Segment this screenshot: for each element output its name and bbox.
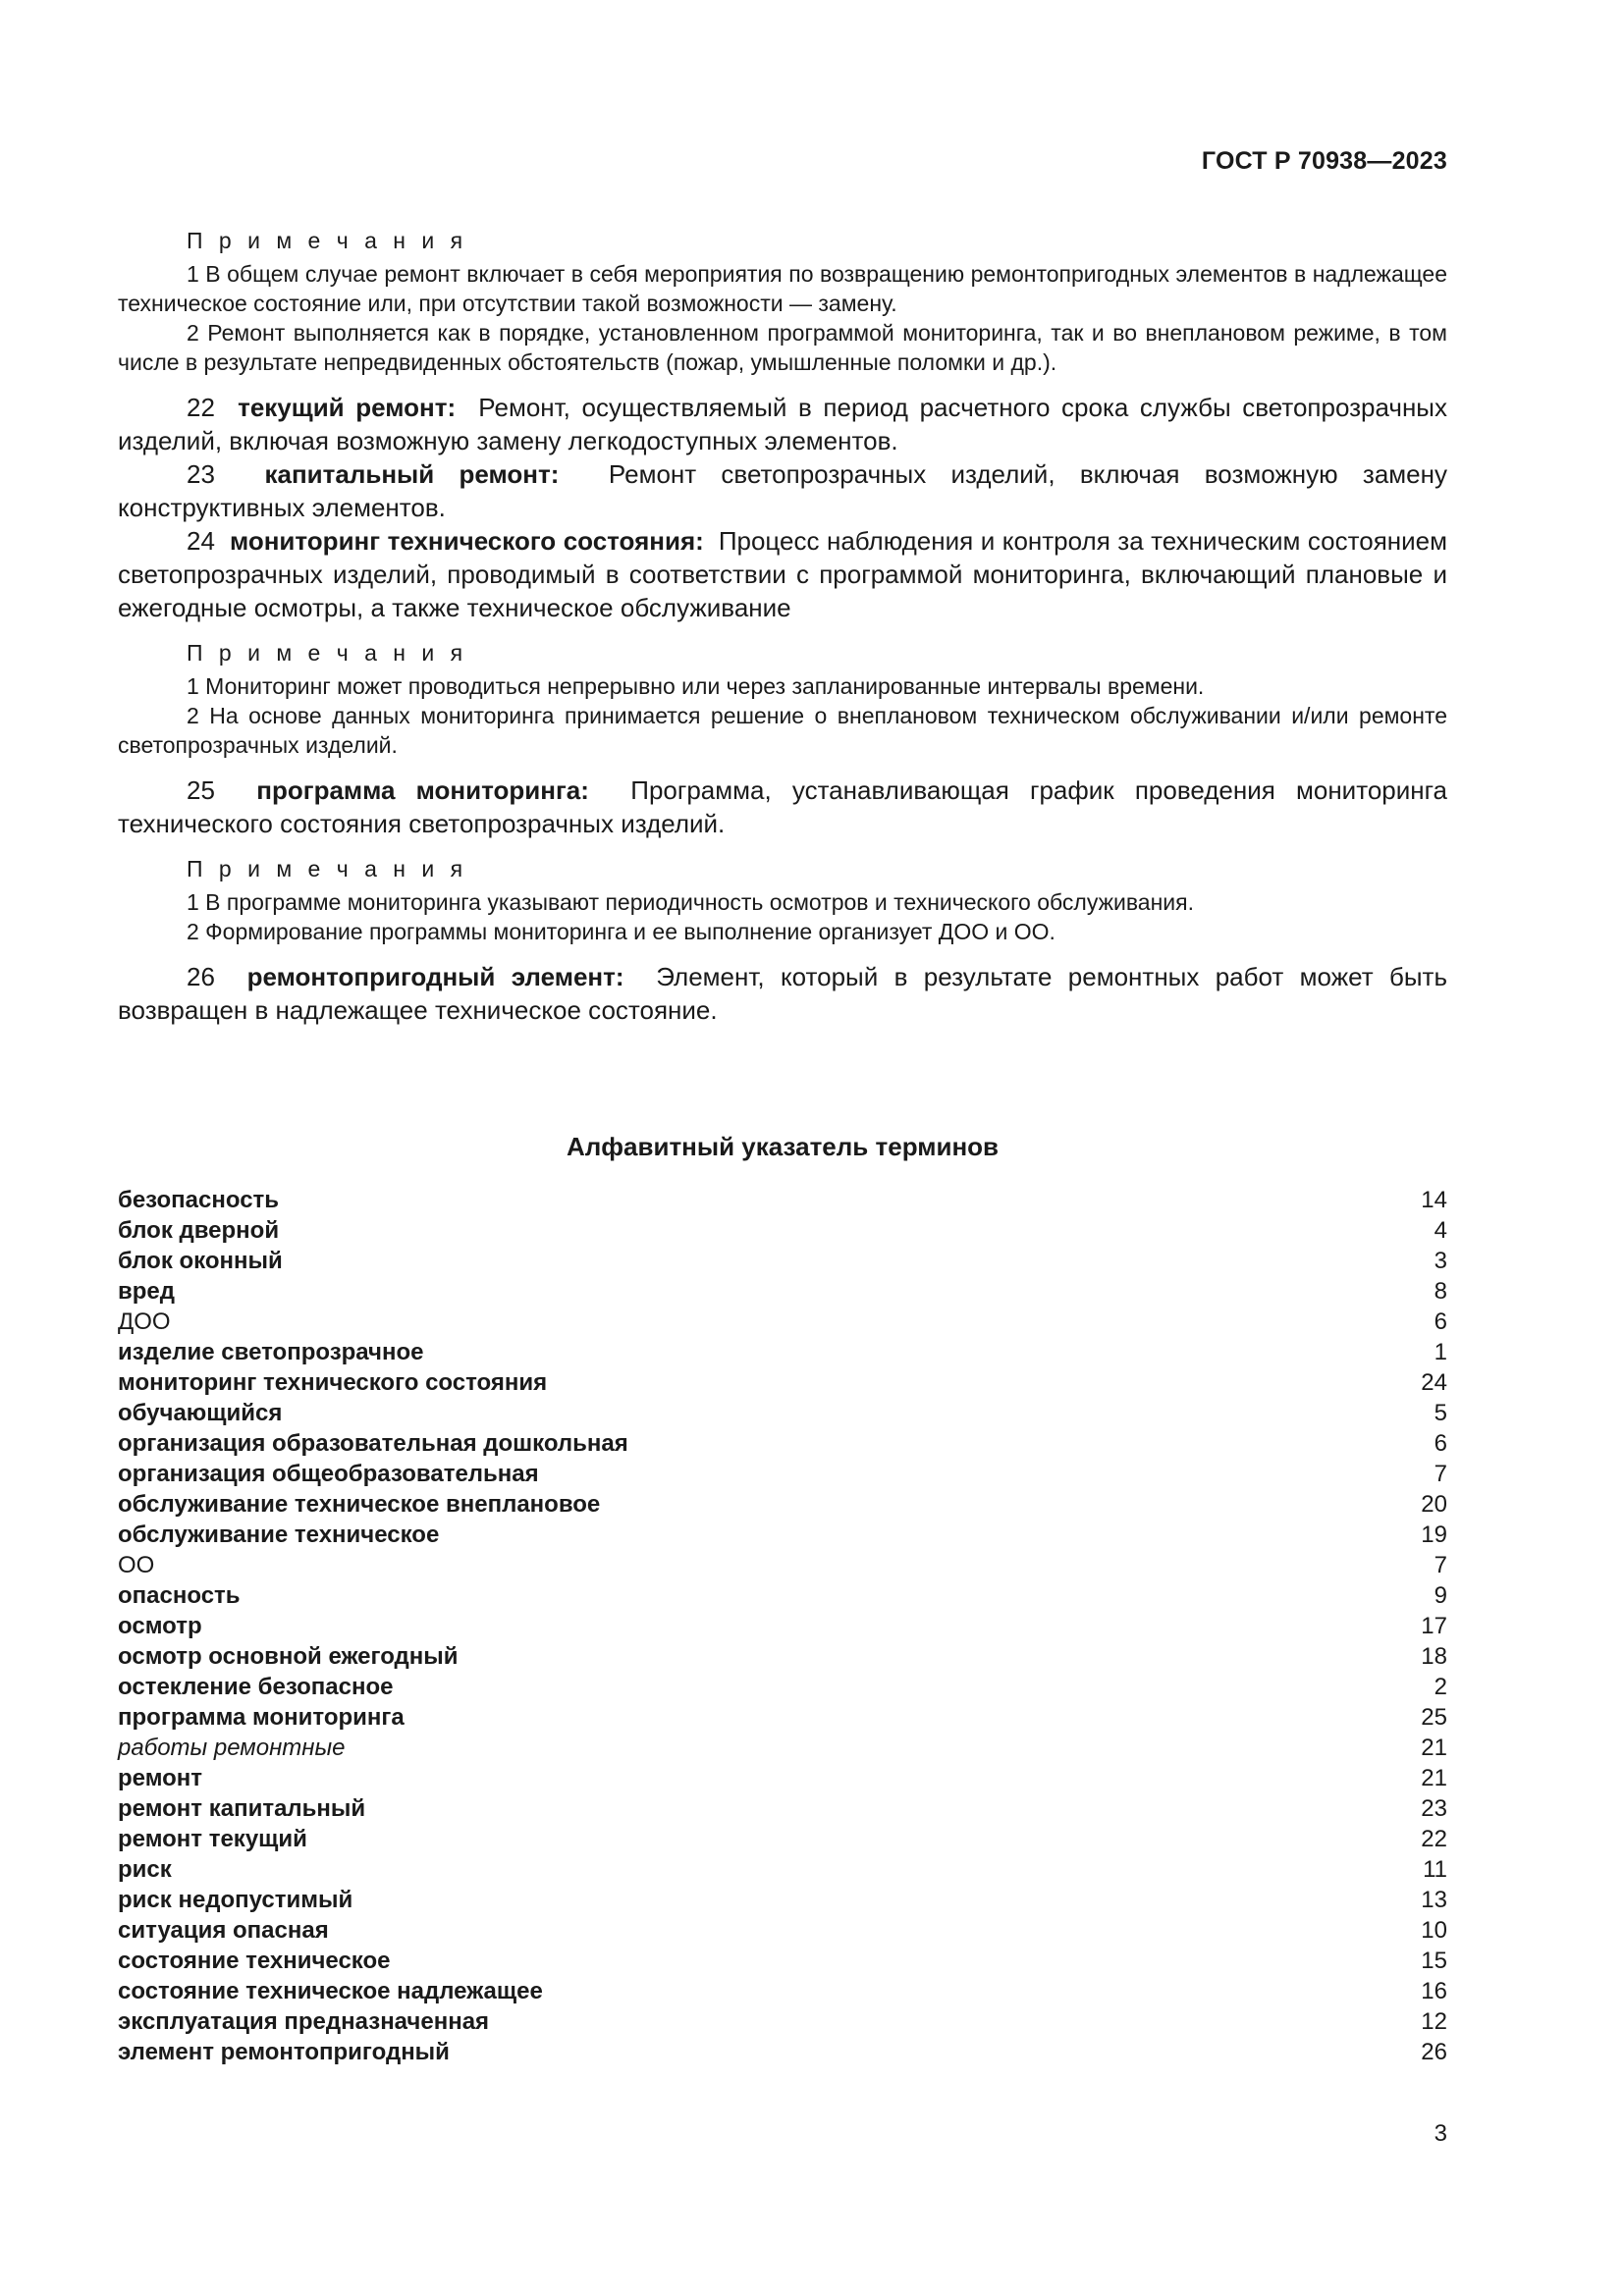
term-number: 22 [187, 393, 215, 422]
terms-index [118, 1185, 1447, 2067]
index-entry [118, 1611, 1447, 1641]
index-term: изделие светопрозрачное [118, 1339, 424, 1365]
index-term-number: 6 [1434, 1430, 1447, 1457]
index-term-number: 8 [1434, 1278, 1447, 1305]
term-definition: Элемент, который в результате ремонтных работ может быть возвращен в надлежащее техническое состояние. [118, 962, 1447, 1025]
index-term: ОО [118, 1552, 155, 1578]
term-definition: Процесс наблюдения и контроля за техническим состоянием светопрозрачных изделий, проводимый в соответствии с программой мониторинга, включающий плановые и ежегодные осмотры, а также техническое обслуживание [118, 526, 1447, 622]
index-term: эксплуатация предназначенная [118, 2008, 490, 2035]
index-term-number: 25 [1421, 1704, 1447, 1731]
index-entry [118, 1580, 1447, 1611]
term-number: 24 [187, 526, 215, 556]
notes-title: П р и м е ч а н и я [187, 228, 468, 253]
index-term: мониторинг технического состояния [118, 1369, 548, 1396]
index-entry [118, 1398, 1447, 1428]
index-term-number: 15 [1421, 1948, 1447, 1974]
index-entry [118, 1915, 1447, 1946]
index-term: ситуация опасная [118, 1917, 329, 1944]
notes-title: П р и м е ч а н и я [187, 640, 468, 666]
index-term-number: 2 [1434, 1674, 1447, 1700]
index-entry [118, 1185, 1447, 1215]
index-term-number: 3 [1434, 1248, 1447, 1274]
index-entry [118, 1428, 1447, 1459]
index-term: ДОО [118, 1308, 171, 1335]
index-term: программа мониторинга [118, 1704, 405, 1731]
index-term: обучающийся [118, 1400, 283, 1426]
definitions-content [118, 226, 1447, 1027]
index-term-number: 19 [1421, 1522, 1447, 1548]
notes-title: П р и м е ч а н и я [187, 856, 468, 881]
index-entry [118, 1307, 1447, 1337]
term-definition: Ремонт, осуществляемый в период расчетного срока службы светопрозрачных изделий, включая возможную замену легкодоступных элементов. [118, 393, 1447, 455]
index-term: ремонт капитальный [118, 1795, 366, 1822]
index-term-number: 20 [1421, 1491, 1447, 1518]
index-term: блок дверной [118, 1217, 280, 1244]
index-term: ремонт текущий [118, 1826, 307, 1852]
index-entry [118, 1793, 1447, 1824]
index-entry [118, 1520, 1447, 1550]
note-item: 2 Формирование программы мониторинга и ее выполнение организует ДОО и ОО. [187, 919, 1056, 944]
index-term-number: 17 [1421, 1613, 1447, 1639]
term-25 [118, 774, 1447, 840]
term-definition: Ремонт светопрозрачных изделий, включая возможную замену конструктивных элементов. [118, 459, 1447, 522]
index-term: остекление безопасное [118, 1674, 394, 1700]
index-term-number: 14 [1421, 1187, 1447, 1213]
term-definition: Программа, устанавливающая график проведения мониторинга технического состояния светопрозрачных изделий. [118, 775, 1447, 838]
index-term-number: 22 [1421, 1826, 1447, 1852]
index-term-number: 10 [1421, 1917, 1447, 1944]
index-entry [118, 1946, 1447, 1976]
note-item: 2 Ремонт выполняется как в порядке, установленном программой мониторинга, так и во внеплановом режиме, в том числе в результате непредвиденных обстоятельств (пожар, умышленные поломки и др.). [118, 320, 1447, 375]
notes-block-1 [118, 226, 1447, 377]
index-entry [118, 1976, 1447, 2006]
index-entry [118, 1367, 1447, 1398]
index-entry [118, 1459, 1447, 1489]
note-item: 1 В программе мониторинга указывают периодичность осмотров и технического обслуживания. [187, 889, 1194, 915]
index-term-number: 12 [1421, 2008, 1447, 2035]
index-term: осмотр [118, 1613, 202, 1639]
index-entry [118, 1641, 1447, 1672]
index-entry [118, 1672, 1447, 1702]
term-name: текущий ремонт: [238, 393, 457, 422]
index-term: организация образовательная дошкольная [118, 1430, 628, 1457]
note-item: 1 Мониторинг может проводиться непрерывно или через запланированные интервалы времени. [187, 673, 1205, 699]
page-number: 3 [1434, 2120, 1447, 2147]
index-term-number: 11 [1423, 1856, 1447, 1883]
index-entry [118, 1702, 1447, 1733]
index-term: состояние техническое надлежащее [118, 1978, 543, 2004]
index-term: риск недопустимый [118, 1887, 353, 1913]
term-26 [118, 960, 1447, 1027]
index-term-number: 24 [1421, 1369, 1447, 1396]
index-entry [118, 1763, 1447, 1793]
index-term-number: 21 [1421, 1735, 1447, 1761]
term-24 [118, 524, 1447, 624]
index-term-number: 26 [1421, 2039, 1447, 2065]
term-22 [118, 391, 1447, 457]
term-name: ремонтопригодный элемент: [246, 962, 624, 991]
index-term: состояние техническое [118, 1948, 391, 1974]
term-number: 25 [187, 775, 215, 805]
index-entry [118, 1337, 1447, 1367]
index-entry [118, 1733, 1447, 1763]
index-entry [118, 1885, 1447, 1915]
index-entry [118, 2037, 1447, 2067]
term-23 [118, 457, 1447, 524]
index-entry [118, 1246, 1447, 1276]
term-name: мониторинг технического состояния: [229, 526, 704, 556]
index-term: опасность [118, 1582, 241, 1609]
index-term-number: 13 [1421, 1887, 1447, 1913]
index-title: Алфавитный указатель терминов [566, 1132, 1000, 1161]
term-number: 26 [187, 962, 215, 991]
index-entry [118, 1854, 1447, 1885]
index-entry [118, 1489, 1447, 1520]
index-term-number: 23 [1421, 1795, 1447, 1822]
index-term: обслуживание техническое внеплановое [118, 1491, 601, 1518]
index-term-number: 4 [1434, 1217, 1447, 1244]
index-term-number: 6 [1434, 1308, 1447, 1335]
term-number: 23 [187, 459, 215, 489]
index-entry [118, 1824, 1447, 1854]
index-entry [118, 1215, 1447, 1246]
index-term: риск [118, 1856, 172, 1883]
note-item: 1 В общем случае ремонт включает в себя мероприятия по возвращению ремонтопригодных элементов в надлежащее техническое состояние или, при отсутствии такой возможности — замену. [118, 261, 1447, 316]
index-term-number: 7 [1434, 1552, 1447, 1578]
notes-block-3 [118, 854, 1447, 946]
document-code-header: ГОСТ Р 70938—2023 [1201, 147, 1447, 175]
index-term: работы ремонтные [118, 1735, 346, 1761]
index-term: вред [118, 1278, 175, 1305]
index-term: элемент ремонтопригодный [118, 2039, 450, 2065]
index-term-number: 16 [1421, 1978, 1447, 2004]
index-term-number: 21 [1421, 1765, 1447, 1791]
note-item: 2 На основе данных мониторинга принимается решение о внеплановом техническом обслуживании и/или ремонте светопрозрачных изделий. [118, 703, 1447, 758]
index-term-number: 18 [1421, 1643, 1447, 1670]
index-entry [118, 1276, 1447, 1307]
index-term-number: 9 [1434, 1582, 1447, 1609]
index-term: блок оконный [118, 1248, 283, 1274]
index-term: безопасность [118, 1187, 280, 1213]
index-entry [118, 2006, 1447, 2037]
index-term: ремонт [118, 1765, 203, 1791]
index-entry [118, 1550, 1447, 1580]
term-name: капитальный ремонт: [264, 459, 560, 489]
index-term: обслуживание техническое [118, 1522, 440, 1548]
notes-block-2 [118, 638, 1447, 760]
index-term-number: 5 [1434, 1400, 1447, 1426]
index-term-number: 1 [1434, 1339, 1447, 1365]
index-term-number: 7 [1434, 1461, 1447, 1487]
term-name: программа мониторинга: [256, 775, 589, 805]
index-term: организация общеобразовательная [118, 1461, 539, 1487]
index-term: осмотр основной ежегодный [118, 1643, 459, 1670]
